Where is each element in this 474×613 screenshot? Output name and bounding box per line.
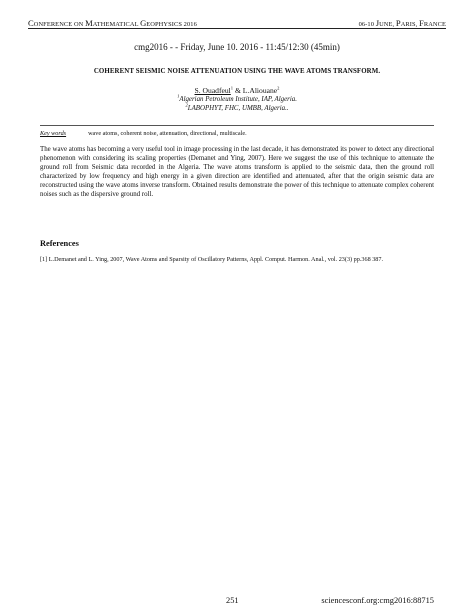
affiliation-2-mark: 2 — [185, 102, 188, 108]
running-header — [28, 12, 446, 28]
conference-name-part: ATHEMATICAL — [92, 21, 141, 28]
keywords-value: wave atoms, coherent noise, attenuation, directional, multiscale. — [88, 130, 247, 137]
affiliation-2-text: LABOPHYT, FHC, UMBB, Algeria.. — [187, 105, 289, 112]
conference-name-part: ONFERENCE ON — [33, 21, 86, 28]
affiliation-2 — [0, 102, 474, 112]
author-line — [0, 86, 474, 95]
conference-date-part: ARIS, — [400, 21, 420, 28]
reference-item: [1] L.Demanet and L. Ying, 2007, Wave Atoms and Sparsity of Oscillatory Patterns, Appl. Comput. Harmon. Anal., vol. 23(3) pp.368 387. — [40, 256, 384, 263]
author-2-affil-mark: 2 — [277, 85, 280, 91]
conference-date-part: UNE, — [379, 21, 396, 28]
conference-name-part: C — [28, 18, 34, 28]
abstract: The wave atoms has becoming a very useful tool in image processing in the last decade, it has demonstrated its power to detect any directional phenomenon with considering its scaling properties (Demanet and Ying, 2007). Here we suggest the use of this technique to attenuate the ground roll from Seismic data recorded in the Algeria. The wave atoms transform is applied to the seismic data, then the ground roll characterized by low frequency and high energy in a given direction are identified and attenuated, after that the origin seismic data are reconstructed using the wave atoms inverse transform. Obtained results demonstrate the power of this technique to attenuate complex coherent noises such as the dispersive ground roll. — [40, 146, 434, 198]
paper-title: COHERENT SEISMIC NOISE ATTENUATION USING THE WAVE ATOMS TRANSFORM. — [93, 68, 381, 75]
session-info: cmg2016 - - Friday, June 10. 2016 - 11:45/12:30 (45min) — [134, 42, 340, 52]
conference-name-part: EOPHYSICS 2016 — [146, 21, 197, 28]
header-rule — [28, 28, 446, 29]
conference-date-part: RANCE — [423, 21, 446, 28]
footer-site-id: sciencesconf.org:cmg2016:88715 — [321, 596, 434, 605]
author-1: S. Ouadfeul — [194, 86, 231, 95]
conference-date-part: P — [395, 18, 401, 28]
page-number: 251 — [226, 596, 239, 605]
affiliation-1 — [0, 93, 474, 103]
conference-date-location — [359, 18, 446, 28]
conference-name — [28, 18, 197, 28]
affiliation-1-mark: 1 — [177, 93, 180, 99]
conference-date-part: 06-10 — [358, 21, 376, 28]
keywords-rule — [40, 125, 434, 126]
references-heading: References — [40, 239, 79, 248]
affiliation-1-text: Algerian Petroleum Institute, IAP, Algeria. — [179, 96, 297, 103]
conference-date-part: J — [375, 18, 380, 28]
author-2: & L.Aliouane — [233, 86, 278, 95]
conference-name-part: G — [140, 18, 147, 28]
author-1-affil-mark: 1 — [230, 85, 234, 91]
conference-name-part: M — [85, 18, 93, 28]
conference-date-part: F — [419, 18, 424, 28]
keywords-line — [40, 130, 247, 137]
keywords-label: Key words — [40, 130, 67, 137]
